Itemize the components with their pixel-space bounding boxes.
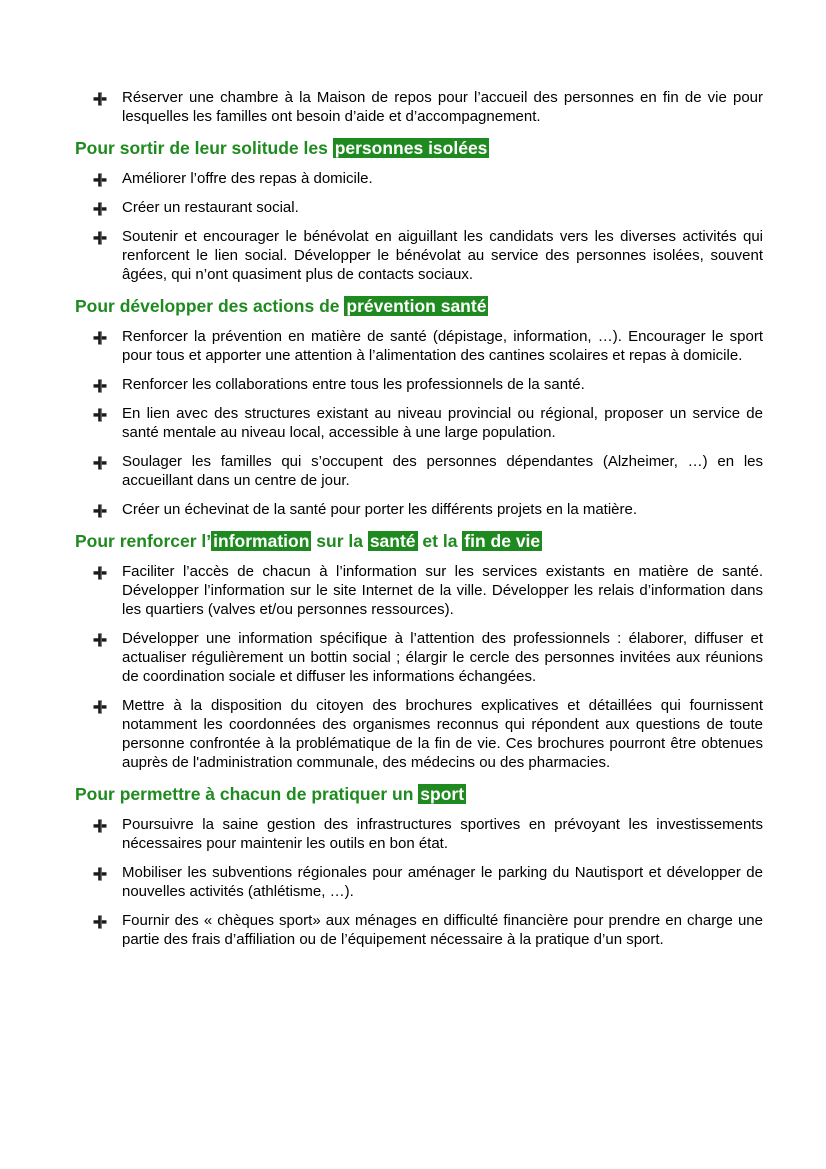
list-item <box>122 375 763 394</box>
plus-bullet-icon <box>93 456 107 470</box>
plus-bullet-icon <box>93 700 107 714</box>
list-item-text: Soutenir et encourager le bénévolat en aiguillant les candidats vers les diverses activités qui renforcent le lien social. Développer le bénévolat au service des personnes isolées, souvent âgées, qui n’ont quasiment plus de contacts sociaux. <box>122 228 763 283</box>
list-item-text: Soulager les familles qui s’occupent des personnes dépendantes (Alzheimer, …) en les accueillant dans un centre de jour. <box>122 453 763 489</box>
list-item <box>122 452 763 490</box>
plus-bullet-icon <box>93 867 107 881</box>
list-item-text: Créer un échevinat de la santé pour porter les différents projets en la matière. <box>122 501 638 518</box>
plus-bullet-icon <box>93 202 107 216</box>
list-item-text: Réserver une chambre à la Maison de repos pour l’accueil des personnes en fin de vie pour lesquelles les familles ont besoin d’aide et d’accompagnement. <box>122 89 763 125</box>
list-item <box>122 562 763 619</box>
plus-bullet-icon <box>93 915 107 929</box>
heading-text: Pour renforcer l’ <box>75 531 212 551</box>
heading-text: Pour permettre à chacun de pratiquer un <box>75 784 419 804</box>
plus-bullet-icon <box>93 633 107 647</box>
plus-bullet-icon <box>93 331 107 345</box>
plus-bullet-icon <box>93 231 107 245</box>
highlighted-keyword: personnes isolées <box>334 138 488 158</box>
list-item-text: Poursuivre la saine gestion des infrastructures sportives en prévoyant les investissements nécessaires pour maintenir les outils en bon état. <box>122 816 763 852</box>
list-item-text: Faciliter l’accès de chacun à l’information sur les services existants en matière de santé. Développer l’information sur le site Internet de la ville. Développer les relais d’information dans les quartiers (valves et/ou personnes ressources). <box>122 563 763 618</box>
section-heading <box>75 294 826 318</box>
list-item <box>122 863 763 901</box>
plus-bullet-icon <box>93 504 107 518</box>
list-item-text: Renforcer la prévention en matière de santé (dépistage, information, …). Encourager le sport pour tous et apporter une attention à l’alimentation des cantines scolaires et repas à domicile. <box>122 328 763 364</box>
list-item <box>122 198 763 217</box>
plus-bullet-icon <box>93 379 107 393</box>
list-item <box>122 629 763 686</box>
section-heading <box>75 782 826 806</box>
list-item-text: Fournir des « chèques sport» aux ménages en difficulté financière pour prendre en charge une partie des frais d’affiliation ou de l’équipement nécessaire à la pratique d’un sport. <box>122 912 763 948</box>
plus-bullet-icon <box>93 408 107 422</box>
highlighted-keyword: santé <box>369 531 416 551</box>
list-item <box>122 227 763 284</box>
list-item <box>122 88 763 126</box>
list-item-text: En lien avec des structures existant au niveau provincial ou régional, proposer un service de santé mentale au niveau local, accessible à une large population. <box>122 405 763 441</box>
plus-bullet-icon <box>93 819 107 833</box>
list-item <box>122 911 763 949</box>
highlighted-keyword: fin de vie <box>464 531 541 551</box>
list-item-text: Mettre à la disposition du citoyen des brochures explicatives et détaillées qui fournissent notamment les coordonnées des organismes reconnus qui répondent aux questions de toute personne confrontée à la problématique de la fin de vie. Ces brochures pourront être obtenues auprès de l'administration communale, des médecins ou des pharmacies. <box>122 697 763 771</box>
document-page <box>0 88 826 959</box>
section-heading <box>75 136 826 160</box>
list-item <box>122 404 763 442</box>
highlighted-keyword: sport <box>420 784 465 804</box>
list-item <box>122 169 763 188</box>
list-item-text: Développer une information spécifique à l’attention des professionnels : élaborer, diffuser et actualiser régulièrement un bottin social ; élargir le cercle des personnes invitées aux réunions de coordination sociale et diffuser les informations échangées. <box>122 630 763 685</box>
heading-text: sur la <box>311 531 368 551</box>
section-heading <box>75 529 826 553</box>
list-item <box>122 327 763 365</box>
list-item-text: Renforcer les collaborations entre tous les professionnels de la santé. <box>122 376 585 393</box>
list-item-text: Créer un restaurant social. <box>122 199 299 216</box>
highlighted-keyword: prévention santé <box>346 296 487 316</box>
heading-text: et la <box>417 531 463 551</box>
plus-bullet-icon <box>93 566 107 580</box>
heading-text: Pour sortir de leur solitude les <box>75 138 333 158</box>
list-item-text: Mobiliser les subventions régionales pour aménager le parking du Nautisport et développer de nouvelles activités (athlétisme, …). <box>122 864 763 900</box>
list-item <box>122 696 763 772</box>
plus-bullet-icon <box>93 92 107 106</box>
highlighted-keyword: information <box>213 531 310 551</box>
list-item-text: Améliorer l’offre des repas à domicile. <box>122 170 373 187</box>
list-item <box>122 815 763 853</box>
list-item <box>122 500 763 519</box>
heading-text: Pour développer des actions de <box>75 296 345 316</box>
plus-bullet-icon <box>93 173 107 187</box>
